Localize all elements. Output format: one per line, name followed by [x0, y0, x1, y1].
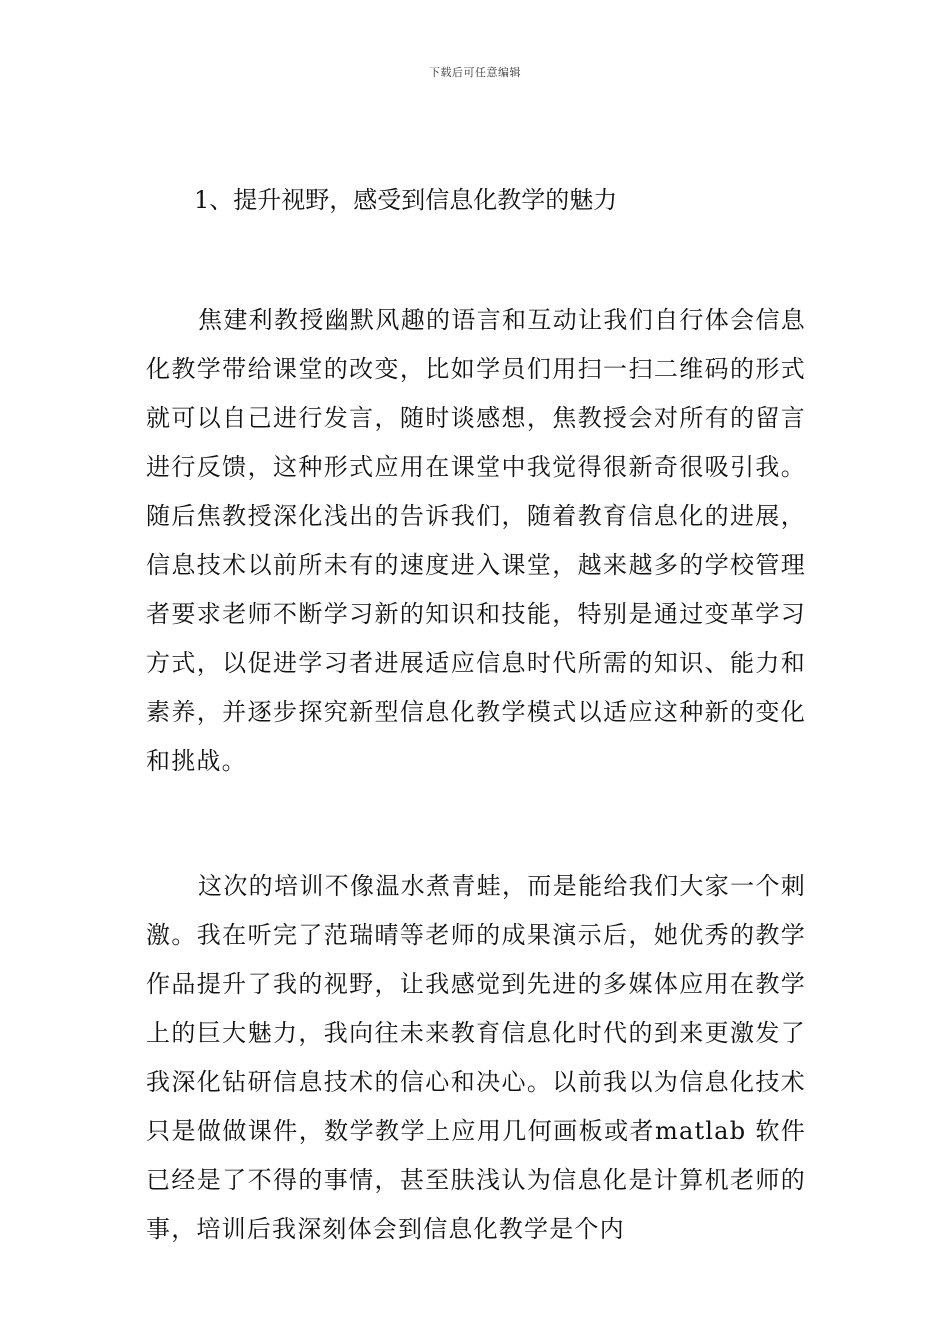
page-header: 下载后可任意编辑	[429, 66, 521, 79]
paragraph-2: 这次的培训不像温水煮青蛙，而是能给我们大家一个刺激。我在听完了范瑞晴等老师的成果演示后，她优秀的教学作品提升了我的视野，让我感觉到先进的多媒体应用在教学上的巨大魅力，我向往未来教育信息化时代的到来更激发了我深化钻研信息技术的信心和决心。以前我以为信息化技术只是做做课件，数学教学上应用几何画板或者matlab 软件已经是了不得的事情，甚至肤浅认为信息化是计算机老师的事，培训后我深刻体会到信息化教学是个内	[146, 872, 806, 1243]
section-heading: 1、提升视野，感受到信息化教学的魅力	[194, 186, 618, 214]
paragraph-1: 焦建利教授幽默风趣的语言和互动让我们自行体会信息化教学带给课堂的改变，比如学员们用扫一扫二维码的形式就可以自己进行发言，随时谈感想，焦教授会对所有的留言进行反馈，这种形式应用在课堂中我觉得很新奇很吸引我。随后焦教授深化浅出的告诉我们，随着教育信息化的进展，信息技术以前所未有的速度进入课堂，越来越多的学校管理者要求老师不断学习新的知识和技能，特别是通过变革学习方式，以促进学习者进展适应信息时代所需的知识、能力和素养，并逐步探究新型信息化教学模式以适应这种新的变化和挑战。	[146, 306, 806, 775]
document-body	[146, 180, 806, 1254]
